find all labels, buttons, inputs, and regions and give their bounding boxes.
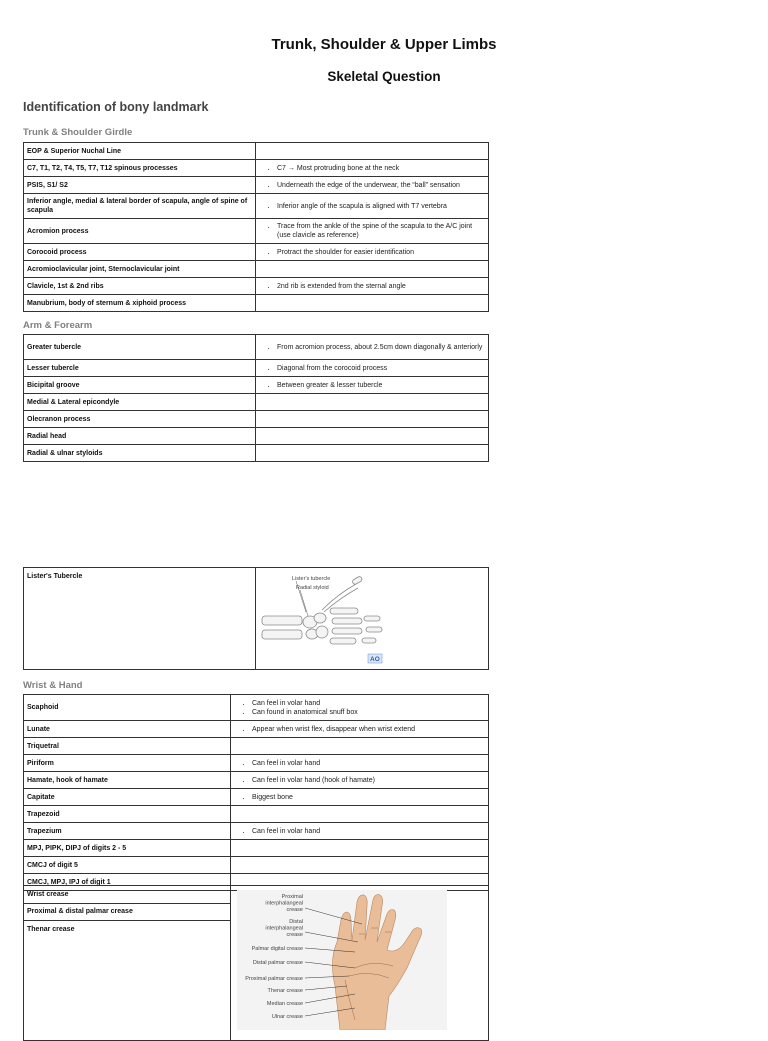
table-row [24,428,489,445]
notes-list [259,282,485,291]
note-item: • Underneath the edge of the underwear, the “ball” sensation [277,181,485,190]
note-item: • Trace from the ankle of the spine of the scapula to the A/C joint (use clavicle as reference) [277,222,485,240]
table-row [24,335,489,360]
notes-list [234,725,485,734]
landmark-cell: Thenar crease [24,921,231,1041]
note-item: • Appear when wrist flex, disappear when wrist extend [252,725,485,734]
notes-cell [256,194,489,219]
notes-list [259,343,485,352]
notes-cell [231,721,489,738]
wrist-table [23,694,489,891]
notes-cell [256,219,489,244]
table-row [24,143,489,160]
notes-list [259,181,485,190]
landmark-cell: EOP & Superior Nuchal Line [24,143,256,160]
notes-cell [256,278,489,295]
landmark-cell: Lesser tubercle [24,360,256,377]
landmark-cell: Radial head [24,428,256,445]
note-item: • Can feel in volar hand [252,759,485,768]
radial-styloid-label: Radial styloid [296,584,329,591]
notes-list [259,222,485,240]
notes-list [234,759,485,768]
note-item: • C7 → Most protruding bone at the neck [277,164,485,173]
table-row [24,177,489,194]
figure-cell [231,886,489,1041]
note-item: • Between greater & lesser tubercle [277,381,485,390]
table-row [24,806,489,823]
landmark-cell: Piriform [24,755,231,772]
table-row [24,445,489,462]
notes-cell [231,823,489,840]
landmark-cell: Greater tubercle [24,335,256,360]
landmark-cell: Trapezium [24,823,231,840]
notes-cell [256,160,489,177]
table-row [24,244,489,261]
notes-cell [256,377,489,394]
table-row [24,411,489,428]
notes-list [259,364,485,373]
table-row [24,772,489,789]
table-row [24,721,489,738]
document-title: Trunk, Shoulder & Upper Limbs [271,36,497,53]
table-row [24,261,489,278]
landmark-cell: Triquetral [24,738,231,755]
note-item: • Can feel in volar hand [252,827,485,836]
notes-cell [256,261,489,278]
notes-cell [231,857,489,874]
table-row [24,394,489,411]
notes-cell [256,428,489,445]
notes-cell [231,695,489,721]
notes-list [234,827,485,836]
hand-label: crease [286,907,303,913]
hand-label: Distal [289,919,303,925]
arm-table [23,334,489,462]
notes-list [259,248,485,257]
landmark-cell: Capitate [24,789,231,806]
landmark-cell: Corocoid process [24,244,256,261]
crease-table [23,885,489,1041]
notes-cell [231,772,489,789]
hand-label: crease [286,932,303,938]
listers-label: Lister's tubercle [292,575,331,582]
landmark-cell: PSIS, S1/ S2 [24,177,256,194]
note-item: • Can feel in volar hand (hook of hamate) [252,776,485,785]
notes-list [234,793,485,802]
notes-cell [256,177,489,194]
landmark-cell: Inferior angle, medial & lateral border of scapula, angle of spine of scapula [24,194,256,219]
notes-cell [231,738,489,755]
table-row [24,823,489,840]
ao-logo: AO [370,655,380,663]
palm-creases-figure [237,890,447,1030]
table-row [24,295,489,312]
landmark-cell: Olecranon process [24,411,256,428]
table-row [24,755,489,772]
note-item: • Inferior angle of the scapula is aligned with T7 vertebra [277,202,485,211]
table-row [24,160,489,177]
figure-cell [256,568,489,670]
table-row [24,219,489,244]
notes-cell [256,295,489,312]
landmark-cell: Acromioclavicular joint, Sternoclavicular joint [24,261,256,278]
note-item: • From acromion process, about 2.5cm down diagonally & anteriorly [277,343,485,352]
notes-list [259,164,485,173]
notes-cell [256,394,489,411]
hand-label: interphalangeal [265,925,303,932]
wrist-bones-figure [260,572,390,666]
notes-list [234,776,485,785]
landmark-cell: Clavicle, 1st & 2nd ribs [24,278,256,295]
notes-cell [256,143,489,160]
landmark-cell: Wrist crease [24,886,231,904]
hand-label: interphalangeal [265,900,303,907]
landmark-cell: Trapezoid [24,806,231,823]
hand-label: Palmar digital crease [251,946,303,952]
notes-cell [231,840,489,857]
note-item: • Biggest bone [252,793,485,802]
notes-list [259,202,485,211]
landmark-cell: Bicipital groove [24,377,256,394]
wrist-heading: Wrist & Hand [23,680,83,691]
trunk-heading: Trunk & Shoulder Girdle [23,127,133,138]
notes-cell [256,244,489,261]
arm-heading: Arm & Forearm [23,320,93,331]
landmark-cell: Hamate, hook of hamate [24,772,231,789]
landmark-cell: CMCJ, MPJ, IPJ of digit 1 [24,874,231,891]
hand-label: Thenar crease [267,988,303,994]
hand-label: Proximal [281,894,303,900]
notes-list [234,699,485,717]
notes-cell [231,789,489,806]
notes-cell [256,360,489,377]
document-subtitle: Skeletal Question [327,69,441,84]
notes-cell [256,445,489,462]
landmark-cell: CMCJ of digit 5 [24,857,231,874]
notes-cell [231,755,489,772]
landmark-cell: Radial & ulnar styloids [24,445,256,462]
notes-list [259,381,485,390]
note-item: • 2nd rib is extended from the sternal angle [277,282,485,291]
table-row [24,857,489,874]
hand-label: Ulnar crease [271,1014,303,1020]
hand-label: Distal palmar crease [252,960,303,966]
table-row [24,278,489,295]
table-row [24,738,489,755]
landmark-cell: MPJ, PIPK, DIPJ of digits 2 - 5 [24,840,231,857]
table-row [24,568,489,670]
notes-cell [256,335,489,360]
trunk-table [23,142,489,312]
landmark-cell: Lister's Tubercle [24,568,256,670]
landmark-cell: Proximal & distal palmar crease [24,903,231,921]
hand-label: Proximal palmar crease [245,976,303,982]
table-row [24,377,489,394]
table-row [24,789,489,806]
landmark-cell: Lunate [24,721,231,738]
notes-cell [256,411,489,428]
note-item: • Can feel in volar hand [252,699,485,708]
hand-label: Median crease [266,1001,303,1007]
section-heading: Identification of bony landmark [23,100,209,114]
table-row [24,886,489,904]
listers-table [23,567,489,670]
landmark-cell: C7, T1, T2, T4, T5, T7, T12 spinous processes [24,160,256,177]
notes-cell [231,806,489,823]
note-item: • Can found in anatomical snuff box [252,708,485,717]
table-row [24,360,489,377]
landmark-cell: Scaphoid [24,695,231,721]
landmark-cell: Acromion process [24,219,256,244]
landmark-cell: Medial & Lateral epicondyle [24,394,256,411]
table-row [24,695,489,721]
table-row [24,840,489,857]
table-row [24,194,489,219]
landmark-cell: Manubrium, body of sternum & xiphoid process [24,295,256,312]
note-item: • Protract the shoulder for easier identification [277,248,485,257]
note-item: • Diagonal from the corocoid process [277,364,485,373]
